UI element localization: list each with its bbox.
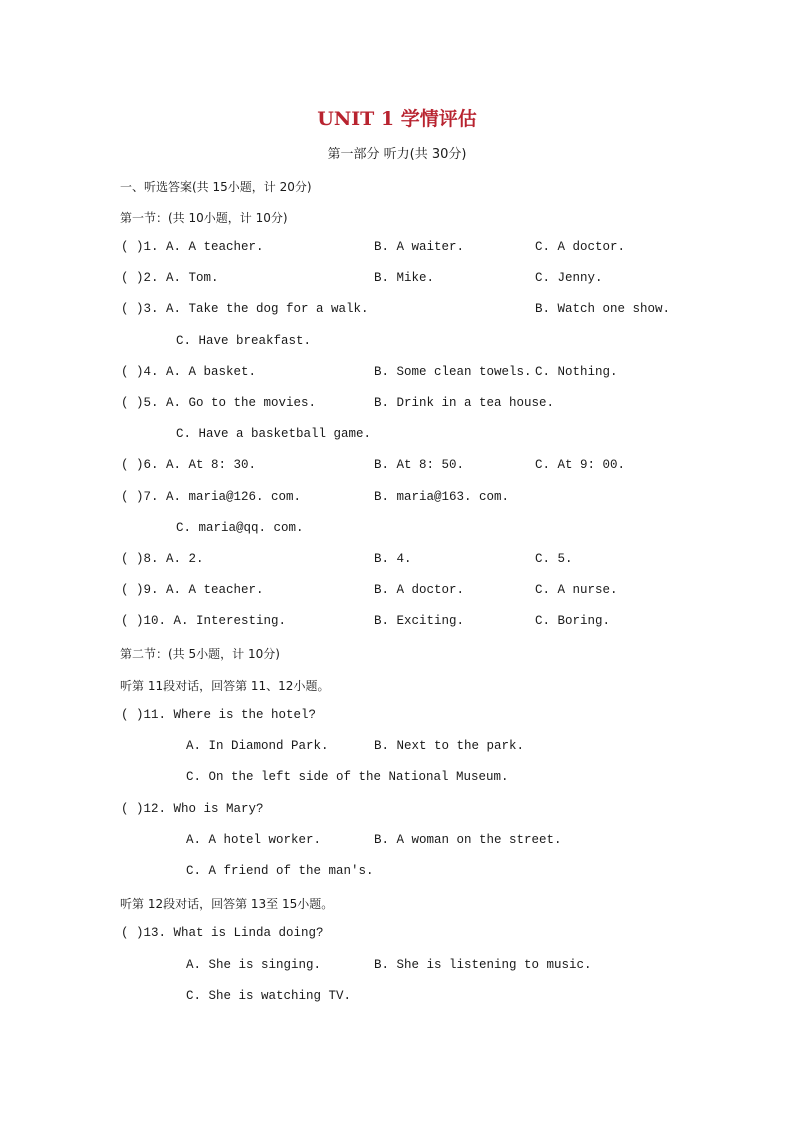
- q9-option-c: C. A nurse.: [535, 583, 618, 597]
- q10-option-c: C. Boring.: [535, 614, 611, 628]
- question-3: ( )3. A. Take the dog for a walk.: [121, 302, 369, 316]
- question-4: ( )4. A. A basket.: [121, 365, 257, 379]
- q13-option-c: C. She is watching TV.: [186, 989, 352, 1003]
- q9-option-b: B. A doctor.: [374, 583, 465, 597]
- q8-option-b: B. 4.: [374, 552, 412, 566]
- question-11: ( )11. Where is the hotel?: [121, 708, 317, 722]
- q2-option-c: C. Jenny.: [535, 271, 603, 285]
- q6-option-b: B. At 8: 50.: [374, 458, 465, 472]
- q11-option-a: A. In Diamond Park.: [186, 739, 329, 753]
- section-heading: 一、听选答案(共 15小题，计 20分): [120, 180, 312, 194]
- q4-option-c: C. Nothing.: [535, 365, 618, 379]
- question-7: ( )7. A. maria@126. com.: [121, 490, 302, 504]
- q3-option-b: B. Watch one show.: [535, 302, 671, 316]
- dialog-instruction-11: 听第 11段对话，回答第 11、12小题。: [120, 679, 330, 693]
- dialog-instruction-12: 听第 12段对话，回答第 13至 15小题。: [120, 897, 334, 911]
- question-12: ( )12. Who is Mary?: [121, 802, 264, 816]
- q13-option-a: A. She is singing.: [186, 958, 322, 972]
- question-5: ( )5. A. Go to the movies.: [121, 396, 317, 410]
- q6-option-c: C. At 9: 00.: [535, 458, 626, 472]
- q1-option-b: B. A waiter.: [374, 240, 465, 254]
- q5-option-b: B. Drink in a tea house.: [374, 396, 555, 410]
- q12-option-b: B. A woman on the street.: [374, 833, 562, 847]
- part-heading-2: 第二节：(共 5小题，计 10分): [120, 647, 280, 661]
- question-9: ( )9. A. A teacher.: [121, 583, 264, 597]
- q1-option-c: C. A doctor.: [535, 240, 626, 254]
- question-8: ( )8. A. 2.: [121, 552, 204, 566]
- page-title: UNIT 1 学情评估: [317, 108, 477, 130]
- q7-option-b: B. maria@163. com.: [374, 490, 510, 504]
- q3-option-c: C. Have breakfast.: [176, 334, 312, 348]
- question-2: ( )2. A. Tom.: [121, 271, 219, 285]
- q2-option-b: B. Mike.: [374, 271, 435, 285]
- q13-option-b: B. She is listening to music.: [374, 958, 592, 972]
- q5-option-c: C. Have a basketball game.: [176, 427, 372, 441]
- question-6: ( )6. A. At 8: 30.: [121, 458, 257, 472]
- q12-option-c: C. A friend of the man's.: [186, 864, 374, 878]
- page-subtitle: 第一部分 听力(共 30分): [327, 147, 467, 162]
- q11-option-c: C. On the left side of the National Museum.: [186, 770, 509, 784]
- question-1: ( )1. A. A teacher.: [121, 240, 264, 254]
- q11-option-b: B. Next to the park.: [374, 739, 525, 753]
- q12-option-a: A. A hotel worker.: [186, 833, 322, 847]
- question-13: ( )13. What is Linda doing?: [121, 926, 324, 940]
- part-heading: 第一节：(共 10小题，计 10分): [120, 211, 288, 225]
- q10-option-b: B. Exciting.: [374, 614, 465, 628]
- q8-option-c: C. 5.: [535, 552, 573, 566]
- q7-option-c: C. maria@qq. com.: [176, 521, 304, 535]
- q4-option-b: B. Some clean towels.: [374, 365, 532, 379]
- question-10: ( )10. A. Interesting.: [121, 614, 287, 628]
